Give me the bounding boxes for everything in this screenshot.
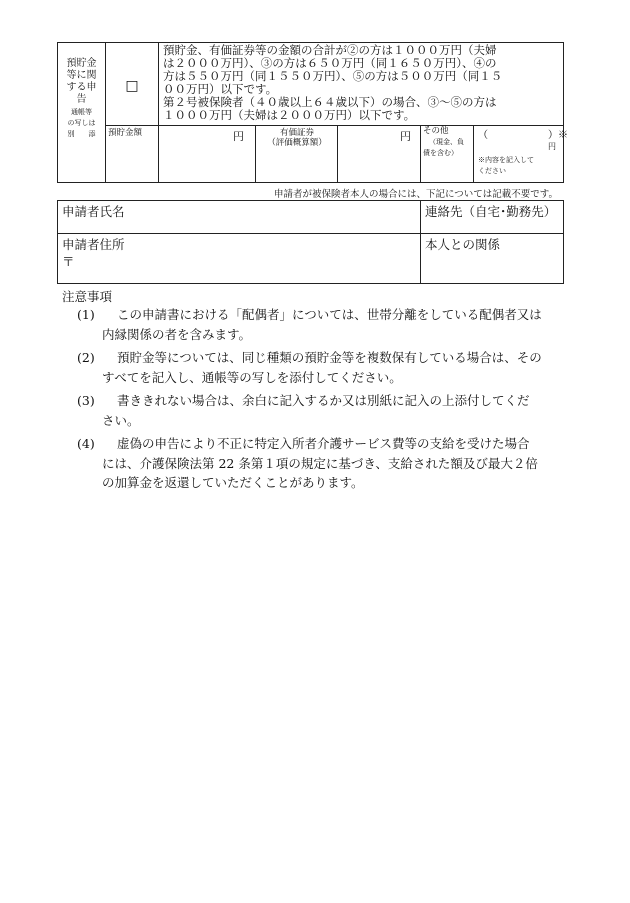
savings-yen: 円	[233, 130, 244, 143]
note-number: (2)	[77, 350, 95, 365]
note-line: 内縁関係の者を含みます。	[102, 326, 252, 342]
securities-label	[258, 128, 336, 148]
row-header-line: 等に関	[66, 70, 97, 81]
note-number: (4)	[77, 436, 95, 451]
securities-yen: 円	[400, 130, 411, 143]
row-header-sub-line: の写しは	[67, 119, 96, 127]
note-item	[62, 391, 562, 430]
applicant-address-field[interactable]	[76, 252, 416, 280]
note-line: 預貯金等については、同じ種類の預貯金等を複数保有している場合は、その	[117, 350, 542, 365]
securities-label-line: 有価証券	[279, 128, 314, 138]
other-label-line: （現金、負	[429, 138, 464, 146]
rules-line: ００万円）以下です。	[163, 82, 278, 96]
securities-label-line: （評価概算額）	[267, 138, 327, 148]
note-number: (1)	[77, 307, 95, 322]
row-header-line: 告	[76, 94, 87, 105]
note-line: この申請書における「配偶者」については、世帯分離をしている配偶者又は	[117, 307, 542, 322]
other-note-line: ※内容を記入して	[478, 156, 534, 164]
other-label-line: その他	[423, 126, 449, 136]
other-yen: 円	[548, 142, 556, 151]
postal-mark: 〒	[62, 254, 75, 269]
other-label	[423, 126, 473, 159]
rules-line: は２０００万円）、③の方は６５０万円（同１６５０万円）、④の	[163, 56, 497, 70]
note-line: すべてを記入し、通帳等の写しを添付してください。	[102, 369, 402, 385]
note-line: には、介護保険法第 22 条第１項の規定に基づき、支給された額及び最大２倍	[102, 455, 538, 471]
applicant-address-label: 申請者住所	[62, 237, 125, 252]
rules-line: 預貯金、有価証券等の金額の合計が②の方は１０００万円（夫婦	[163, 43, 497, 57]
asset-checkbox[interactable]: □	[125, 78, 139, 94]
other-content-field[interactable]: （ ）※	[478, 130, 568, 141]
row-header-sub-line: 通帳等	[71, 108, 92, 116]
applicant-name-field[interactable]	[60, 218, 418, 232]
row-header-line: する申	[66, 82, 97, 93]
notes-list	[62, 305, 562, 493]
note-line: さい。	[102, 412, 140, 428]
notice-line: 申請者が被保険者本人の場合には、下記については記載不要です。	[273, 189, 558, 200]
rules-line: 第２号被保険者（４０歳以上６４歳以下）の場合、③～⑤の方は	[163, 95, 497, 109]
note-line: 虚偽の申告により不正に特定入所者介護サービス費等の支給を受けた場合	[117, 436, 530, 451]
rules-line: 方は５５０万円（同１５５０万円）、⑤の方は５００万円（同１５	[163, 69, 503, 83]
note-line: 書ききれない場合は、余白に記入するか又は別紙に記入の上添付してくだ	[117, 393, 530, 408]
relation-label: 本人との関係	[425, 237, 501, 252]
relation-field[interactable]	[423, 252, 561, 280]
note-item	[62, 348, 562, 387]
other-label-line: 債を含む）	[423, 149, 458, 157]
other-note-line: ください	[478, 167, 506, 175]
rules-line: １０００万円（夫婦は２０００万円）以下です。	[163, 108, 416, 122]
applicant-name-label: 申請者氏名	[62, 204, 125, 219]
note-item	[62, 434, 562, 493]
asset-rules-text	[163, 44, 563, 122]
row-header-sub-line: 別 添	[67, 130, 96, 138]
note-number: (3)	[77, 393, 95, 408]
notes-heading: 注意事項	[62, 289, 113, 304]
note-item	[62, 305, 562, 344]
contact-label: 連絡先（自宅･勤務先）	[425, 204, 557, 219]
savings-label: 預貯金額	[108, 128, 143, 138]
note-line: の加算金を返還していただくことがあります。	[102, 475, 364, 490]
other-note	[478, 155, 534, 177]
row-header-line: 預貯金	[66, 58, 97, 69]
contact-field[interactable]	[423, 218, 561, 232]
